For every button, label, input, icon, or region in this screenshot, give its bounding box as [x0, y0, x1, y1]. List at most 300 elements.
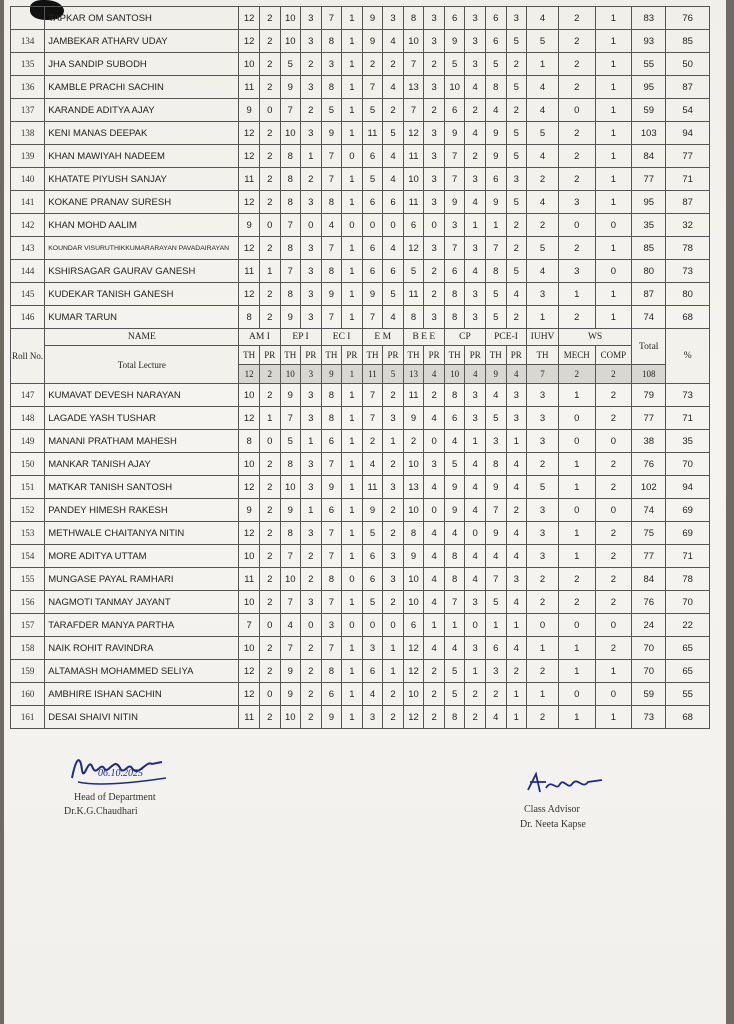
- lecture-count: 1: [342, 683, 363, 706]
- lecture-count: 12: [239, 407, 260, 430]
- lecture-count: 12: [239, 283, 260, 306]
- lecture-count: 8: [403, 7, 424, 30]
- lecture-count: 5: [280, 430, 301, 453]
- lecture-count: 1: [301, 145, 322, 168]
- bottom-rows: [11, 384, 710, 729]
- lecture-count: 0: [424, 214, 445, 237]
- lecture-count: 1: [301, 430, 322, 453]
- lecture-count: 0: [259, 430, 280, 453]
- lecture-count: 2: [506, 53, 527, 76]
- lecture-count: 3: [424, 168, 445, 191]
- lecture-count: 4: [383, 76, 404, 99]
- lecture-count: 4: [465, 76, 486, 99]
- lecture-count: 2: [465, 683, 486, 706]
- lecture-count: 1: [342, 7, 363, 30]
- lecture-count: 5: [362, 591, 383, 614]
- lecture-count: 2: [301, 53, 322, 76]
- subhead-cell: TH: [321, 346, 342, 365]
- lecture-count: 1: [559, 660, 596, 683]
- student-name: KAMBLE PRACHI SACHIN: [45, 76, 239, 99]
- lecture-count: 3: [424, 76, 445, 99]
- lecture-count: 2: [506, 214, 527, 237]
- subhead-cell: PR: [424, 346, 445, 365]
- lecture-count: 6: [383, 191, 404, 214]
- lecture-count: 11: [239, 260, 260, 283]
- lecture-count: 2: [301, 545, 322, 568]
- lecture-count: 11: [403, 283, 424, 306]
- lecture-count: 1: [559, 545, 596, 568]
- subhead-cell: TH: [527, 346, 559, 365]
- lecture-count: 1: [342, 407, 363, 430]
- lecture-count: 7: [362, 306, 383, 329]
- lecture-count: 3: [527, 522, 559, 545]
- lecture-count: 0: [259, 683, 280, 706]
- lecture-count: 3: [465, 306, 486, 329]
- lecture-count: 6: [362, 191, 383, 214]
- lecture-count: 5: [362, 522, 383, 545]
- total-cell: 102: [632, 476, 666, 499]
- lecture-count: 11: [403, 384, 424, 407]
- lecture-count: 2: [259, 53, 280, 76]
- lecture-count: 3: [301, 237, 322, 260]
- lecture-count: 2: [301, 637, 322, 660]
- lecture-count: 7: [321, 637, 342, 660]
- percent-cell: 80: [666, 283, 710, 306]
- total-lecture-cell: 9: [485, 365, 506, 384]
- lecture-count: 4: [383, 30, 404, 53]
- lecture-count: 9: [485, 145, 506, 168]
- lecture-count: 3: [465, 30, 486, 53]
- lecture-count: 1: [595, 7, 632, 30]
- lecture-count: 7: [321, 7, 342, 30]
- lecture-count: 8: [280, 283, 301, 306]
- lecture-count: 2: [259, 545, 280, 568]
- lecture-count: 3: [383, 476, 404, 499]
- lecture-count: 3: [424, 145, 445, 168]
- lecture-count: 3: [321, 614, 342, 637]
- lecture-count: 5: [444, 660, 465, 683]
- subhead-cell: MECH: [559, 346, 596, 365]
- lecture-count: 9: [280, 384, 301, 407]
- lecture-count: 1: [506, 706, 527, 729]
- lecture-count: 3: [321, 53, 342, 76]
- lecture-count: 1: [342, 76, 363, 99]
- lecture-count: 1: [259, 260, 280, 283]
- lecture-count: 1: [559, 453, 596, 476]
- lecture-count: 3: [465, 237, 486, 260]
- lecture-count: 9: [362, 7, 383, 30]
- student-name: KUDEKAR TANISH GANESH: [45, 283, 239, 306]
- lecture-count: 6: [321, 683, 342, 706]
- roll-number: 136: [11, 76, 45, 99]
- subhead-cell: TH: [485, 346, 506, 365]
- lecture-count: 9: [444, 499, 465, 522]
- percent-cell: 87: [666, 76, 710, 99]
- lecture-count: 3: [465, 407, 486, 430]
- lecture-count: 1: [595, 122, 632, 145]
- lecture-count: 1: [595, 306, 632, 329]
- student-name: KARANDE ADITYA AJAY: [45, 99, 239, 122]
- lecture-count: 2: [259, 145, 280, 168]
- table-row: [11, 237, 710, 260]
- total-cell: 59: [632, 683, 666, 706]
- subhead-cell: PR: [301, 346, 322, 365]
- lecture-count: 1: [465, 660, 486, 683]
- lecture-count: 2: [259, 384, 280, 407]
- lecture-count: 10: [403, 30, 424, 53]
- lecture-count: 10: [403, 568, 424, 591]
- lecture-count: 4: [527, 191, 559, 214]
- lecture-count: 10: [403, 168, 424, 191]
- lecture-count: 7: [485, 499, 506, 522]
- lecture-count: 10: [280, 7, 301, 30]
- table-row: [11, 214, 710, 237]
- lecture-count: 1: [465, 430, 486, 453]
- lecture-count: 7: [280, 591, 301, 614]
- total-lecture-cell: 4: [465, 365, 486, 384]
- lecture-count: 6: [362, 260, 383, 283]
- lecture-count: 3: [506, 407, 527, 430]
- lecture-count: 3: [301, 522, 322, 545]
- lecture-count: 5: [321, 99, 342, 122]
- lecture-count: 3: [362, 706, 383, 729]
- lecture-count: 9: [321, 122, 342, 145]
- lecture-count: 1: [342, 430, 363, 453]
- lecture-count: 0: [342, 614, 363, 637]
- lecture-count: 0: [342, 214, 363, 237]
- student-name: TARAFDER MANYA PARTHA: [45, 614, 239, 637]
- lecture-count: 2: [259, 591, 280, 614]
- table-row: [11, 499, 710, 522]
- roll-number: 151: [11, 476, 45, 499]
- lecture-count: 10: [239, 453, 260, 476]
- table-row: [11, 168, 710, 191]
- lecture-count: 0: [259, 99, 280, 122]
- lecture-count: 5: [485, 53, 506, 76]
- lecture-count: 3: [424, 237, 445, 260]
- total-cell: 24: [632, 614, 666, 637]
- lecture-count: 6: [362, 545, 383, 568]
- lecture-count: 8: [444, 568, 465, 591]
- lecture-count: 2: [559, 568, 596, 591]
- lecture-count: 2: [362, 53, 383, 76]
- roll-number: 160: [11, 683, 45, 706]
- total-lecture-cell: 13: [403, 365, 424, 384]
- lecture-count: 3: [465, 283, 486, 306]
- lecture-count: 5: [506, 191, 527, 214]
- lecture-count: 11: [239, 706, 260, 729]
- percent-cell: 78: [666, 568, 710, 591]
- percent-cell: 70: [666, 591, 710, 614]
- total-lecture-header: Total Lecture: [45, 346, 239, 384]
- lecture-count: 6: [485, 30, 506, 53]
- lecture-count: 8: [239, 430, 260, 453]
- lecture-count: 2: [383, 384, 404, 407]
- lecture-count: 9: [280, 499, 301, 522]
- lecture-count: 8: [239, 306, 260, 329]
- table-row: [11, 7, 710, 30]
- lecture-count: 2: [595, 545, 632, 568]
- total-cell: 79: [632, 384, 666, 407]
- total-lecture-cell: 2: [259, 365, 280, 384]
- roll-number: 140: [11, 168, 45, 191]
- lecture-count: 0: [595, 683, 632, 706]
- lecture-count: 2: [527, 591, 559, 614]
- percent-cell: 54: [666, 99, 710, 122]
- lecture-count: 12: [403, 237, 424, 260]
- lecture-count: 1: [527, 683, 559, 706]
- lecture-count: 10: [444, 76, 465, 99]
- lecture-count: 10: [280, 568, 301, 591]
- percent-cell: 78: [666, 237, 710, 260]
- lecture-count: 1: [342, 122, 363, 145]
- subhead-cell: PR: [342, 346, 363, 365]
- lecture-count: 3: [465, 53, 486, 76]
- lecture-count: 8: [321, 260, 342, 283]
- total-cell: 87: [632, 283, 666, 306]
- lecture-count: 4: [383, 145, 404, 168]
- lecture-count: 2: [383, 706, 404, 729]
- lecture-count: 2: [465, 99, 486, 122]
- student-name: KHAN MOHD AALIM: [45, 214, 239, 237]
- table-row: [11, 30, 710, 53]
- lecture-count: 10: [280, 476, 301, 499]
- total-lecture-cell: 2: [595, 365, 632, 384]
- lecture-count: 13: [403, 76, 424, 99]
- percent-cell: 77: [666, 145, 710, 168]
- lecture-count: 4: [506, 453, 527, 476]
- lecture-count: 6: [362, 660, 383, 683]
- percent-cell: 50: [666, 53, 710, 76]
- lecture-count: 3: [527, 384, 559, 407]
- lecture-count: 4: [506, 637, 527, 660]
- lecture-count: 1: [485, 214, 506, 237]
- lecture-count: 0: [362, 214, 383, 237]
- lecture-count: 2: [595, 568, 632, 591]
- lecture-count: 7: [485, 568, 506, 591]
- lecture-count: 9: [362, 30, 383, 53]
- lecture-count: 0: [424, 430, 445, 453]
- roll-number: 161: [11, 706, 45, 729]
- lecture-count: 0: [559, 407, 596, 430]
- total-cell: 84: [632, 568, 666, 591]
- roll-number: 135: [11, 53, 45, 76]
- roll-number: 153: [11, 522, 45, 545]
- lecture-count: 1: [383, 637, 404, 660]
- lecture-count: 11: [403, 191, 424, 214]
- lecture-count: 6: [362, 145, 383, 168]
- roll-number: 158: [11, 637, 45, 660]
- lecture-count: 8: [444, 545, 465, 568]
- table-row: [11, 476, 710, 499]
- lecture-count: 3: [506, 168, 527, 191]
- lecture-count: 0: [595, 214, 632, 237]
- lecture-count: 1: [342, 168, 363, 191]
- lecture-count: 2: [506, 306, 527, 329]
- lecture-count: 4: [424, 637, 445, 660]
- lecture-count: 5: [444, 53, 465, 76]
- lecture-count: 9: [485, 191, 506, 214]
- lecture-count: 2: [383, 99, 404, 122]
- roll-number: 150: [11, 453, 45, 476]
- lecture-count: 4: [383, 237, 404, 260]
- lecture-count: 12: [239, 191, 260, 214]
- lecture-count: 12: [239, 522, 260, 545]
- lecture-count: 0: [527, 614, 559, 637]
- student-name: MUNGASE PAYAL RAMHARI: [45, 568, 239, 591]
- lecture-count: 1: [342, 637, 363, 660]
- lecture-count: 5: [444, 683, 465, 706]
- subject-header: EC I: [321, 329, 362, 346]
- lecture-count: 12: [403, 122, 424, 145]
- table-header: [11, 329, 710, 384]
- percent-cell: 55: [666, 683, 710, 706]
- lecture-count: 4: [527, 99, 559, 122]
- roll-number: 134: [11, 30, 45, 53]
- lecture-count: 1: [301, 499, 322, 522]
- lecture-count: 1: [506, 614, 527, 637]
- total-lecture-cell: 7: [527, 365, 559, 384]
- lecture-count: 1: [527, 306, 559, 329]
- lecture-count: 3: [301, 384, 322, 407]
- lecture-count: 1: [595, 660, 632, 683]
- lecture-count: 1: [342, 545, 363, 568]
- lecture-count: 1: [559, 384, 596, 407]
- lecture-count: 2: [259, 476, 280, 499]
- lecture-count: 3: [301, 122, 322, 145]
- lecture-count: 4: [383, 168, 404, 191]
- subject-header: PCE-I: [485, 329, 526, 346]
- lecture-count: 5: [362, 99, 383, 122]
- roll-number: 142: [11, 214, 45, 237]
- lecture-count: 6: [444, 7, 465, 30]
- lecture-count: 4: [465, 191, 486, 214]
- lecture-count: 2: [424, 706, 445, 729]
- lecture-count: 8: [280, 453, 301, 476]
- roll-number: 156: [11, 591, 45, 614]
- lecture-count: 1: [595, 30, 632, 53]
- lecture-count: 10: [239, 53, 260, 76]
- lecture-count: 8: [403, 306, 424, 329]
- total-cell: 70: [632, 637, 666, 660]
- lecture-count: 2: [259, 30, 280, 53]
- lecture-count: 2: [559, 145, 596, 168]
- lecture-count: 2: [403, 430, 424, 453]
- lecture-count: 9: [485, 522, 506, 545]
- lecture-count: 10: [280, 706, 301, 729]
- lecture-count: 3: [444, 214, 465, 237]
- lecture-count: 0: [301, 614, 322, 637]
- lecture-count: 1: [342, 499, 363, 522]
- lecture-count: 0: [595, 260, 632, 283]
- total-lecture-cell: 9: [321, 365, 342, 384]
- student-name: KOKANE PRANAV SURESH: [45, 191, 239, 214]
- lecture-count: 10: [403, 499, 424, 522]
- lecture-count: 9: [444, 30, 465, 53]
- lecture-count: 10: [403, 453, 424, 476]
- lecture-count: 1: [342, 260, 363, 283]
- table-row: [11, 430, 710, 453]
- percent-cell: 85: [666, 30, 710, 53]
- lecture-count: 3: [465, 591, 486, 614]
- lecture-count: 2: [595, 384, 632, 407]
- lecture-count: 4: [424, 407, 445, 430]
- lecture-count: 10: [280, 122, 301, 145]
- student-name: JAMBEKAR ATHARV UDAY: [45, 30, 239, 53]
- lecture-count: 9: [280, 76, 301, 99]
- lecture-count: 0: [383, 614, 404, 637]
- lecture-count: 2: [362, 430, 383, 453]
- lecture-count: 2: [383, 499, 404, 522]
- lecture-count: 9: [321, 706, 342, 729]
- lecture-count: 5: [506, 260, 527, 283]
- lecture-count: 1: [342, 591, 363, 614]
- lecture-count: 7: [321, 237, 342, 260]
- lecture-count: 3: [465, 384, 486, 407]
- lecture-count: 1: [595, 706, 632, 729]
- lecture-count: 6: [383, 260, 404, 283]
- lecture-count: 2: [424, 53, 445, 76]
- lecture-count: 2: [559, 306, 596, 329]
- lecture-count: 3: [301, 7, 322, 30]
- lecture-count: 2: [527, 568, 559, 591]
- lecture-count: 2: [465, 706, 486, 729]
- lecture-count: 0: [595, 499, 632, 522]
- lecture-count: 3: [559, 191, 596, 214]
- lecture-count: 5: [362, 168, 383, 191]
- lecture-count: 3: [424, 30, 445, 53]
- lecture-count: 1: [342, 237, 363, 260]
- lecture-count: 7: [321, 145, 342, 168]
- lecture-count: 2: [527, 660, 559, 683]
- attendance-table: [10, 6, 710, 729]
- lecture-count: 2: [259, 237, 280, 260]
- roll-number: 157: [11, 614, 45, 637]
- lecture-count: 7: [362, 384, 383, 407]
- lecture-count: 2: [259, 191, 280, 214]
- subhead-cell: PR: [259, 346, 280, 365]
- lecture-count: 1: [444, 614, 465, 637]
- lecture-count: 0: [424, 499, 445, 522]
- lecture-count: 4: [527, 260, 559, 283]
- total-cell: 103: [632, 122, 666, 145]
- lecture-count: 6: [321, 499, 342, 522]
- lecture-count: 3: [383, 545, 404, 568]
- lecture-count: 8: [321, 384, 342, 407]
- lecture-count: 5: [506, 76, 527, 99]
- total-cell: 80: [632, 260, 666, 283]
- student-name: AMBHIRE ISHAN SACHIN: [45, 683, 239, 706]
- lecture-count: 8: [485, 76, 506, 99]
- lecture-count: 7: [280, 260, 301, 283]
- lecture-count: 1: [559, 706, 596, 729]
- percent-cell: 70: [666, 453, 710, 476]
- lecture-count: 3: [301, 191, 322, 214]
- lecture-count: 10: [403, 683, 424, 706]
- percent-cell: 32: [666, 214, 710, 237]
- lecture-count: 0: [465, 522, 486, 545]
- lecture-count: 3: [506, 568, 527, 591]
- lecture-count: 9: [321, 283, 342, 306]
- lecture-count: 8: [321, 568, 342, 591]
- lecture-count: 2: [301, 706, 322, 729]
- lecture-count: 2: [595, 522, 632, 545]
- subhead-cell: COMP: [595, 346, 632, 365]
- roll-number: 154: [11, 545, 45, 568]
- total-cell: 85: [632, 237, 666, 260]
- lecture-count: 3: [301, 591, 322, 614]
- lecture-count: 3: [485, 660, 506, 683]
